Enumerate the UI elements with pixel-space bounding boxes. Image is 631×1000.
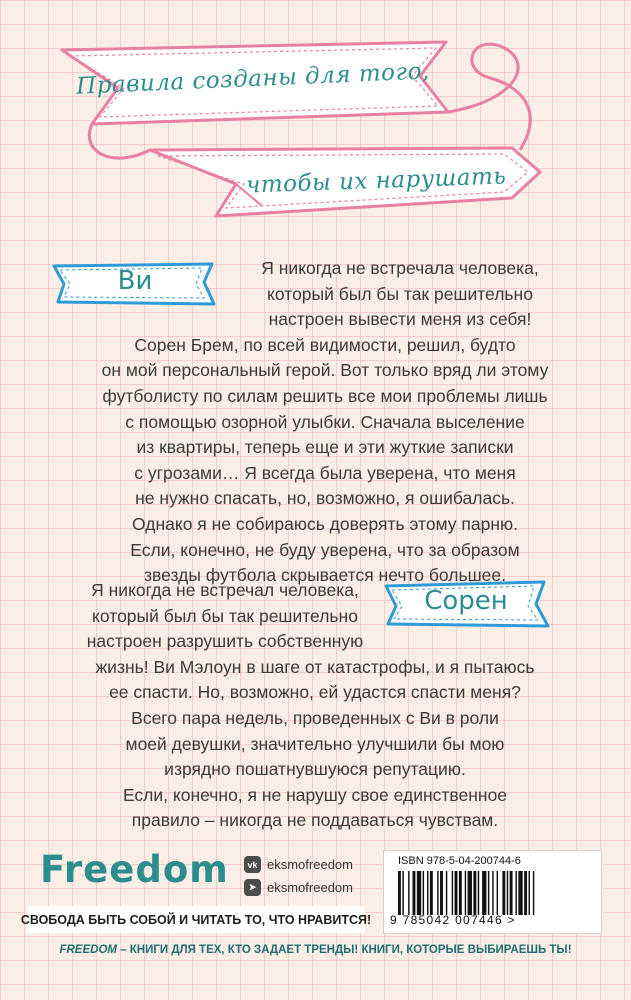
banner-line-2: чтобы их нарушать <box>245 163 507 199</box>
vi-paragraph <box>70 256 580 589</box>
soren-line: Если, конечно, я не нарушу свое единственное <box>122 784 508 805</box>
barcode-digits: 9 785042 007446 > <box>390 913 516 927</box>
barcode-bars <box>398 871 588 915</box>
ribbon-banner <box>0 0 631 240</box>
soren-line: настроен разрушить собственную <box>86 631 364 652</box>
vi-line: Сорен Брем, по всей видимости, решил, будто <box>134 334 516 355</box>
soren-line: моей девушки, значительно улучшили бы мою <box>125 733 505 754</box>
vi-line: футболисту по силам решить все мои проблемы лишь <box>102 385 548 406</box>
vi-line: из квартиры, теперь еще и эти жуткие записки <box>136 437 514 458</box>
tag-vi: Ви <box>117 266 153 296</box>
soren-line: Я никогда не встречал человека, <box>91 580 359 600</box>
soren-line: правило – никогда не поддаваться чувствам. <box>131 810 499 831</box>
vi-line: который был бы так решительно <box>267 283 533 304</box>
soren-line: изрядно пошатнувшуюся репутацию. <box>164 759 466 780</box>
footer-brand: FREEDOM <box>59 944 117 956</box>
soren-line: ее спасти. Но, возможно, ей удастся спасти меня? <box>109 682 521 703</box>
footer-text: – КНИГИ ДЛЯ ТЕХ, КТО ЗАДАЕТ ТРЕНДЫ! КНИГИ, КОТОРЫЕ ВЫБИРАЕШЬ ТЫ! <box>116 944 572 956</box>
vi-line: настроен вывести меня из себя! <box>268 309 532 330</box>
vi-line: Я никогда не встречала человека, <box>261 258 539 278</box>
vi-line: звезды футбола скрывается нечто большее. <box>144 565 506 586</box>
isbn-number: ISBN 978-5-04-200744-6 <box>398 855 521 867</box>
soren-line: который был бы так решительно <box>92 605 358 626</box>
vk-link[interactable] <box>244 856 353 873</box>
vi-line: не нужно спасать, но, возможно, я ошибалась. <box>135 488 515 509</box>
vi-line: он мой персональный герой. Вот только вряд ли этому <box>101 360 549 381</box>
isbn-barcode <box>383 850 602 934</box>
soren-paragraph <box>50 578 580 834</box>
soren-line: жизнь! Ви Мэлоун в шаге от катастрофы, и я пытаюсь <box>95 656 535 677</box>
banner-line-1: Правила созданы для того, <box>75 58 431 100</box>
publisher-slogan: СВОБОДА БЫТЬ СОБОЙ И ЧИТАТЬ ТО, ЧТО НРАВИТСЯ! <box>27 906 365 933</box>
vi-line: Однако я не собираюсь доверять этому парню. <box>132 513 518 534</box>
footer-tagline <box>0 944 631 956</box>
soren-line: Всего пара недель, проведенных с Ви в роли <box>131 707 499 728</box>
vk-label: eksmofreedom <box>267 857 353 872</box>
telegram-icon: ➤ <box>244 879 261 896</box>
vi-line: с помощью озорной улыбки. Сначала выселение <box>125 411 525 432</box>
vk-icon: vk <box>244 856 261 873</box>
tag-soren: Сорен <box>424 586 508 616</box>
vi-line: Если, конечно, не буду уверена, что за образом <box>130 539 520 560</box>
telegram-link[interactable] <box>244 879 353 896</box>
telegram-label: eksmofreedom <box>267 880 353 895</box>
freedom-logo: Freedom <box>40 848 229 891</box>
vi-line: с угрозами… Я всегда была уверена, что меня <box>134 462 516 483</box>
